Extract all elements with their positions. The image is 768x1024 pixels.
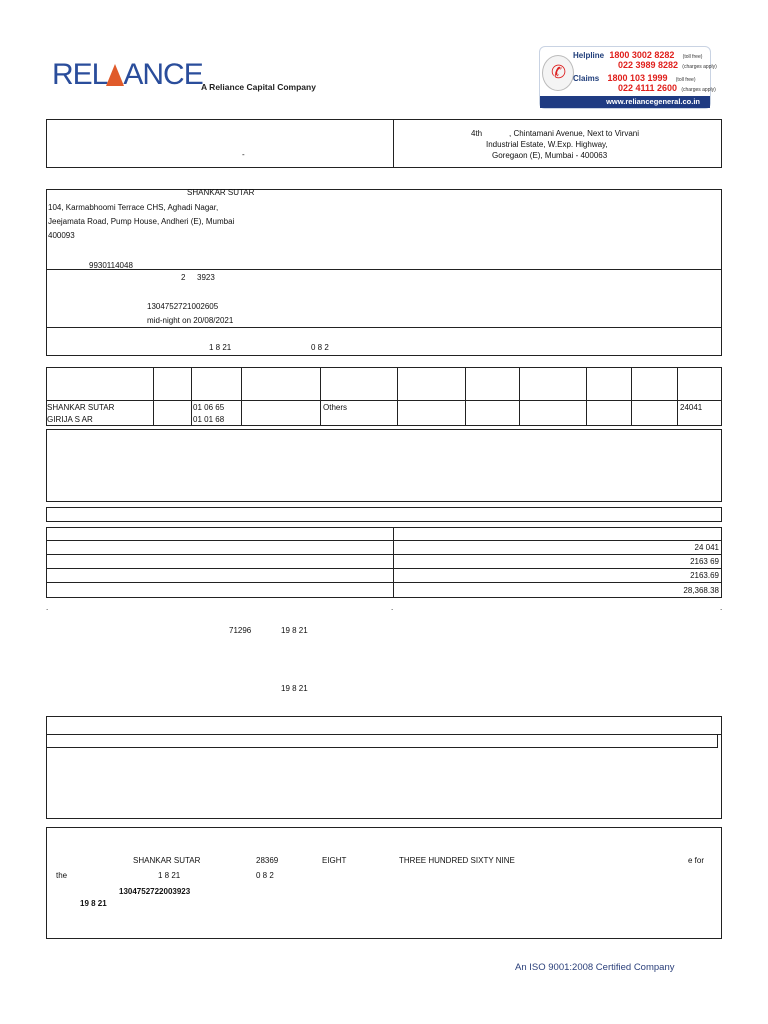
reliance-logo: REL ANCE (52, 58, 203, 91)
logo-triangle-icon (106, 64, 124, 86)
premium-dot-b: . (391, 603, 394, 612)
premium-value-1: 24 041 (694, 543, 719, 552)
insured-name: SHANKAR SUTAR (187, 188, 255, 197)
website-link[interactable]: www.reliancegeneral.co.in (540, 96, 710, 108)
declaration-box (46, 716, 722, 819)
period-from: 1 8 21 (209, 343, 232, 352)
helpline-row-2: 022 3989 8282 (charges apply) (618, 60, 717, 70)
office-address-2: Industrial Estate, W.Exp. Highway, (486, 140, 608, 149)
helpline-row-1: Helpline 1800 3002 8282 (toll free) (573, 50, 703, 60)
receipt-from: 1 8 21 (158, 871, 181, 880)
iso-certification: An ISO 9001:2008 Certified Company (515, 962, 675, 973)
period-to: 0 8 2 (311, 343, 329, 352)
notes-box (46, 429, 722, 502)
office-floor: 4th (471, 129, 483, 138)
helpline-box (539, 46, 717, 109)
receipt-the: the (56, 871, 68, 880)
claims-row-1: Claims 1800 103 1999 (toll free) (573, 73, 696, 83)
phone-badge (542, 55, 574, 91)
member-row-2-dob: 01 01 68 (193, 415, 225, 424)
insured-phone: 9930114048 (89, 261, 133, 270)
receipt-box (46, 827, 722, 939)
policy-code-a: 2 (181, 273, 186, 282)
premium-total: 28,368.38 (683, 586, 719, 595)
policy-expiry: mid-night on 20/08/2021 (147, 316, 234, 325)
receipt-amount: 28369 (256, 856, 279, 865)
member-row-1-name: SHANKAR SUTAR (47, 403, 115, 412)
premium-value-3: 2163.69 (690, 571, 719, 580)
premium-dot-a: . (46, 603, 49, 612)
office-address-3: Goregaon (E), Mumbai - 400063 (492, 151, 608, 160)
receipt-tail: e for (688, 856, 705, 865)
company-tagline: A Reliance Capital Company (201, 82, 316, 92)
office-box (46, 119, 722, 168)
insured-box (46, 189, 722, 356)
insured-address-1: 104, Karmabhoomi Terrace CHS, Aghadi Nagar, (48, 203, 219, 212)
member-row-1-relation: Others (323, 403, 348, 412)
member-row-2-name: GIRIJA S AR (47, 415, 93, 424)
receipt-date: 19 8 21 (80, 899, 107, 908)
payment-ref: 71296 (229, 626, 252, 635)
receipt-words-2: THREE HUNDRED SIXTY NINE (399, 856, 515, 865)
phone-icon: ✆ (551, 62, 567, 82)
members-table (46, 367, 722, 426)
member-row-1-amount: 24041 (680, 403, 703, 412)
premium-value-2: 2163 69 (690, 557, 719, 566)
office-dash: - (242, 150, 245, 159)
payment-date-2: 19 8 21 (281, 684, 308, 693)
claims-row-2: 022 4111 2600 (charges apply) (618, 83, 716, 93)
receipt-to: 0 8 2 (256, 871, 274, 880)
insured-address-2: Jeejamata Road, Pump House, Andheri (E), Mumbai (48, 217, 235, 226)
premium-dot-c: . (720, 603, 723, 612)
member-row-1-dob: 01 06 65 (193, 403, 225, 412)
office-address-1: , Chintamani Avenue, Next to Virvani (509, 129, 639, 138)
premium-header-bar (46, 507, 722, 522)
receipt-words-1: EIGHT (322, 856, 347, 865)
policy-number: 1304752721002605 (147, 302, 219, 311)
receipt-name: SHANKAR SUTAR (133, 856, 201, 865)
receipt-number: 1304752722003923 (119, 887, 191, 896)
insured-address-3: 400093 (48, 231, 75, 240)
payment-ref-date: 19 8 21 (281, 626, 308, 635)
policy-code-b: 3923 (197, 273, 215, 282)
